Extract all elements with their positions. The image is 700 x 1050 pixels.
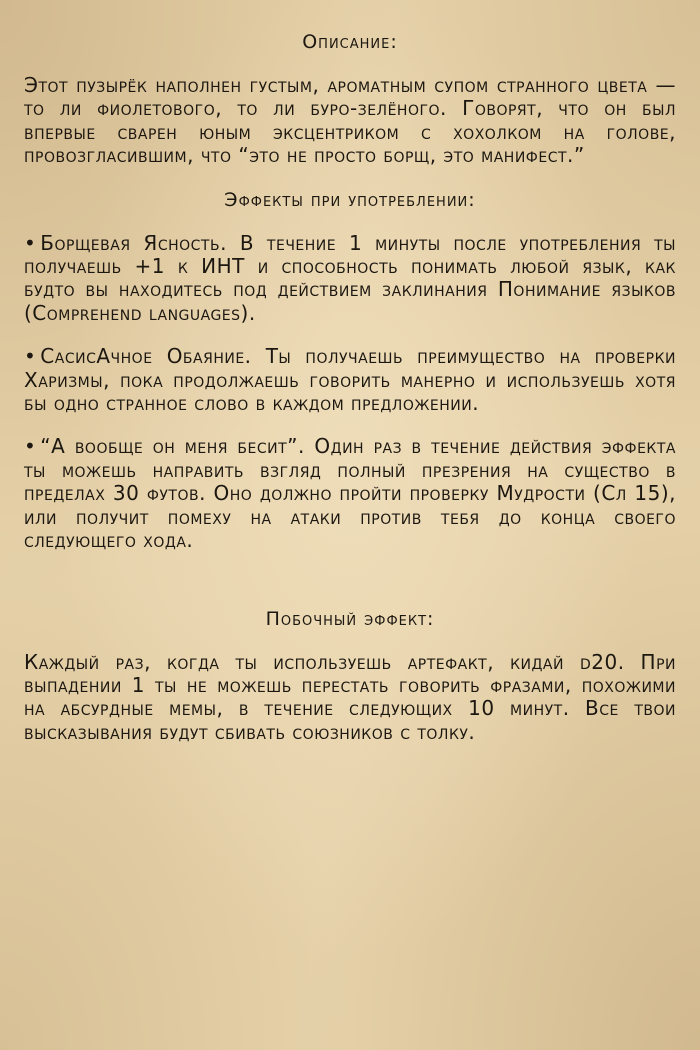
section-spacer [24,573,676,607]
side-effect-text: Каждый раз, когда ты используешь артефакт, кидай d20. При выпадении 1 ты не можешь перестать говорить фразами, похожими на абсурдные мемы, в течение следующих 10 минут. Все твои высказывания будут сбивать союзников с толку. [24,649,676,744]
effects-heading: Эффекты при употреблении: [224,188,476,211]
effect-item-contempt-gaze [24,435,676,552]
bullet-icon: • [24,344,37,369]
effect-item-text: “А вообще он меня бесит”. Один раз в течение действия эффекта ты можешь направить взгляд полный презрения на существо в пределах 30 футов. Оно должно пройти проверку Мудрости (Сл 15), или получит помеху на атаки против тебя до конца своего следующего хода. [24,434,676,553]
side-effect-heading: Побочный эффект: [265,607,435,630]
bullet-icon: • [24,434,37,459]
effect-item-borscht-clarity [24,232,676,326]
description-text: Этот пузырёк наполнен густым, ароматным супом странного цвета — то ли фиолетового, то ли буро-зелёного. Говорят, что он был впервые сварен юным эксцентриком с хохолком на голове, провозгласившим, что “это не просто борщ, это манифест.” [24,73,676,168]
effect-item-text: СасисАчное Обаяние. Ты получаешь преимущество на проверки Харизмы, пока продолжаешь говорить манерно и используешь хотя бы одно странное слово в каждом предложении. [24,344,676,416]
bullet-icon: • [24,230,37,255]
description-heading: Описание: [302,31,398,53]
effect-item-sausage-charm [24,345,676,415]
effect-item-text: Борщевая Ясность. В течение 1 минуты после употребления ты получаешь +1 к ИНТ и способность понимать любой язык, как будто вы находитесь под действием заклинания Понимание языков (Comprehend languages). [24,230,676,325]
